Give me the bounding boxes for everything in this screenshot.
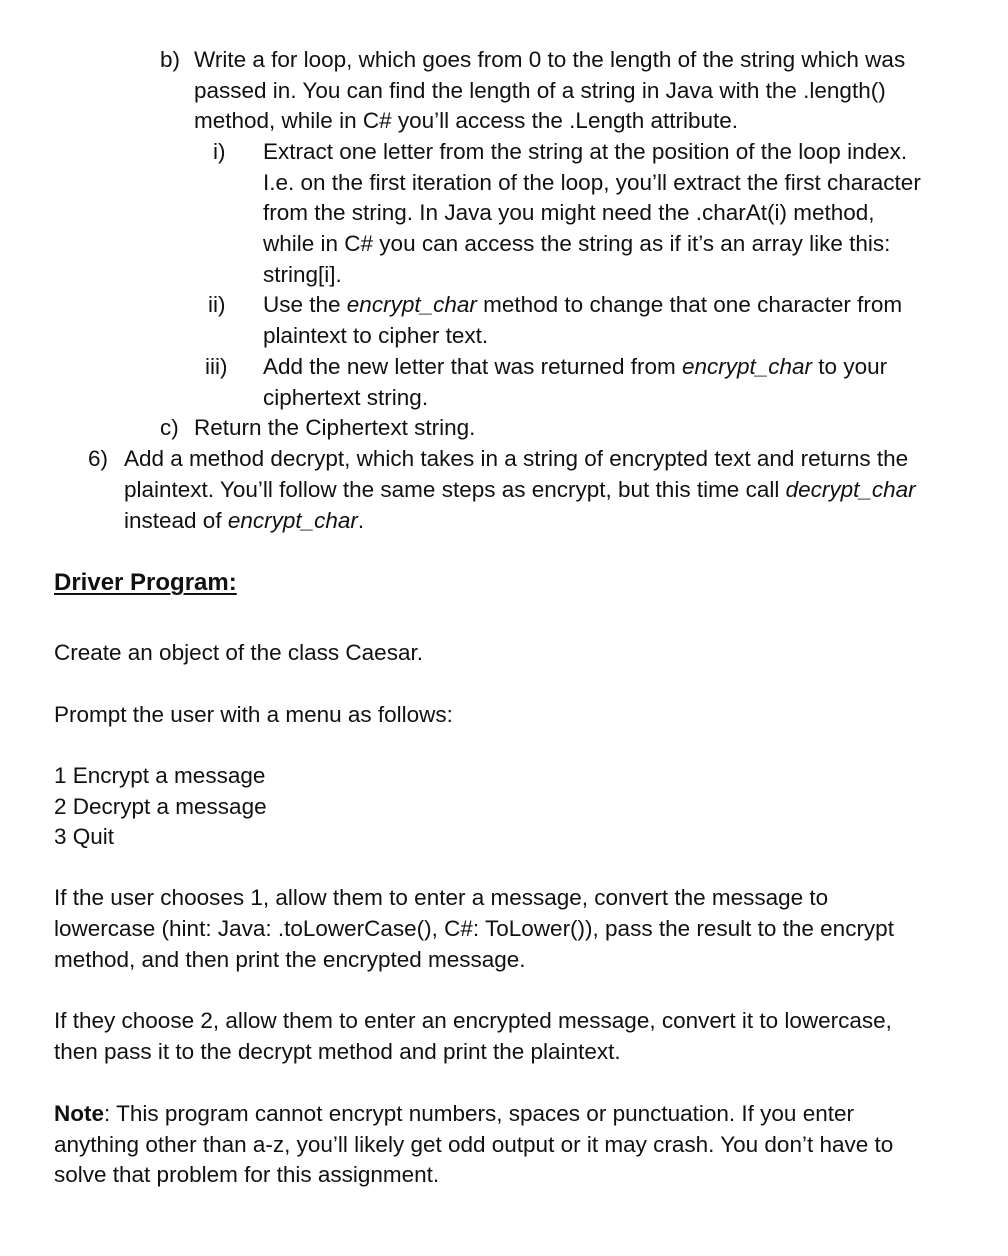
- sub-ii-marker: ii): [208, 292, 226, 317]
- step-b-line-2: passed in. You can find the length of a string in Java with the .length(): [194, 78, 886, 103]
- note-label: Note: [54, 1101, 104, 1126]
- step-b-line-1: Write a for loop, which goes from 0 to the length of the string which was: [194, 47, 906, 72]
- choice1-line-3: method, and then print the encrypted message.: [54, 947, 526, 972]
- sub-i-line-3: from the string. In Java you might need the .charAt(i) method,: [263, 200, 875, 225]
- step-6-line-1: Add a method decrypt, which takes in a string of encrypted text and returns the: [124, 446, 909, 471]
- driver-intro: Create an object of the class Caesar.: [54, 640, 423, 665]
- menu-item-quit: 3 Quit: [54, 824, 115, 849]
- menu-item-decrypt: 2 Decrypt a message: [54, 794, 267, 819]
- sub-i-line-4: while in C# you can access the string as if it’s an array like this:: [263, 231, 891, 256]
- note-line-2: anything other than a-z, you’ll likely get odd output or it may crash. You don’t have to: [54, 1132, 894, 1157]
- choice1-line-1: If the user chooses 1, allow them to enter a message, convert the message to: [54, 885, 829, 910]
- step-6-marker: 6): [88, 446, 109, 471]
- sub-i-line-5: string[i].: [263, 262, 342, 287]
- step-b-line-3: method, while in C# you’ll access the .Length attribute.: [194, 108, 739, 133]
- sub-i-line-1: Extract one letter from the string at the position of the loop index.: [263, 139, 908, 164]
- step-c-text: Return the Ciphertext string.: [194, 415, 476, 440]
- sub-ii-line-1: Use the encrypt_char method to change that one character from: [263, 292, 903, 317]
- choice2-line-1: If they choose 2, allow them to enter an encrypted message, convert it to lowercase,: [54, 1008, 892, 1033]
- sub-ii-line-2: plaintext to cipher text.: [263, 323, 489, 348]
- sub-i-line-2: I.e. on the first iteration of the loop, you’ll extract the first character: [263, 170, 921, 195]
- choice2-line-2: then pass it to the decrypt method and print the plaintext.: [54, 1039, 621, 1064]
- sub-iii-line-1: Add the new letter that was returned from encrypt_char to your: [263, 354, 888, 379]
- note-line-3: solve that problem for this assignment.: [54, 1162, 440, 1187]
- driver-program-heading: Driver Program:: [54, 569, 237, 596]
- step-6-line-2: plaintext. You’ll follow the same steps as encrypt, but this time call decrypt_char: [124, 477, 916, 502]
- encrypt-char-term: encrypt_char: [681, 354, 813, 379]
- encrypt-char-term: encrypt_char: [227, 508, 358, 533]
- sub-iii-marker: iii): [205, 354, 228, 379]
- sub-iii-line-2: ciphertext string.: [263, 385, 429, 410]
- decrypt-char-term: decrypt_char: [785, 477, 916, 502]
- step-c-marker: c): [160, 415, 179, 440]
- choice1-line-2: lowercase (hint: Java: .toLowerCase(), C#: ToLower()), pass the result to the encrypt: [54, 916, 894, 941]
- sub-i-marker: i): [213, 139, 226, 164]
- menu-item-encrypt: 1 Encrypt a message: [54, 763, 266, 788]
- encrypt-char-term: encrypt_char: [346, 292, 477, 317]
- driver-prompt: Prompt the user with a menu as follows:: [54, 702, 453, 727]
- note-line-1: Note: This program cannot encrypt numbers, spaces or punctuation. If you enter: [54, 1101, 854, 1126]
- step-6-line-3: instead of encrypt_char.: [124, 508, 365, 533]
- step-b-marker: b): [160, 47, 181, 72]
